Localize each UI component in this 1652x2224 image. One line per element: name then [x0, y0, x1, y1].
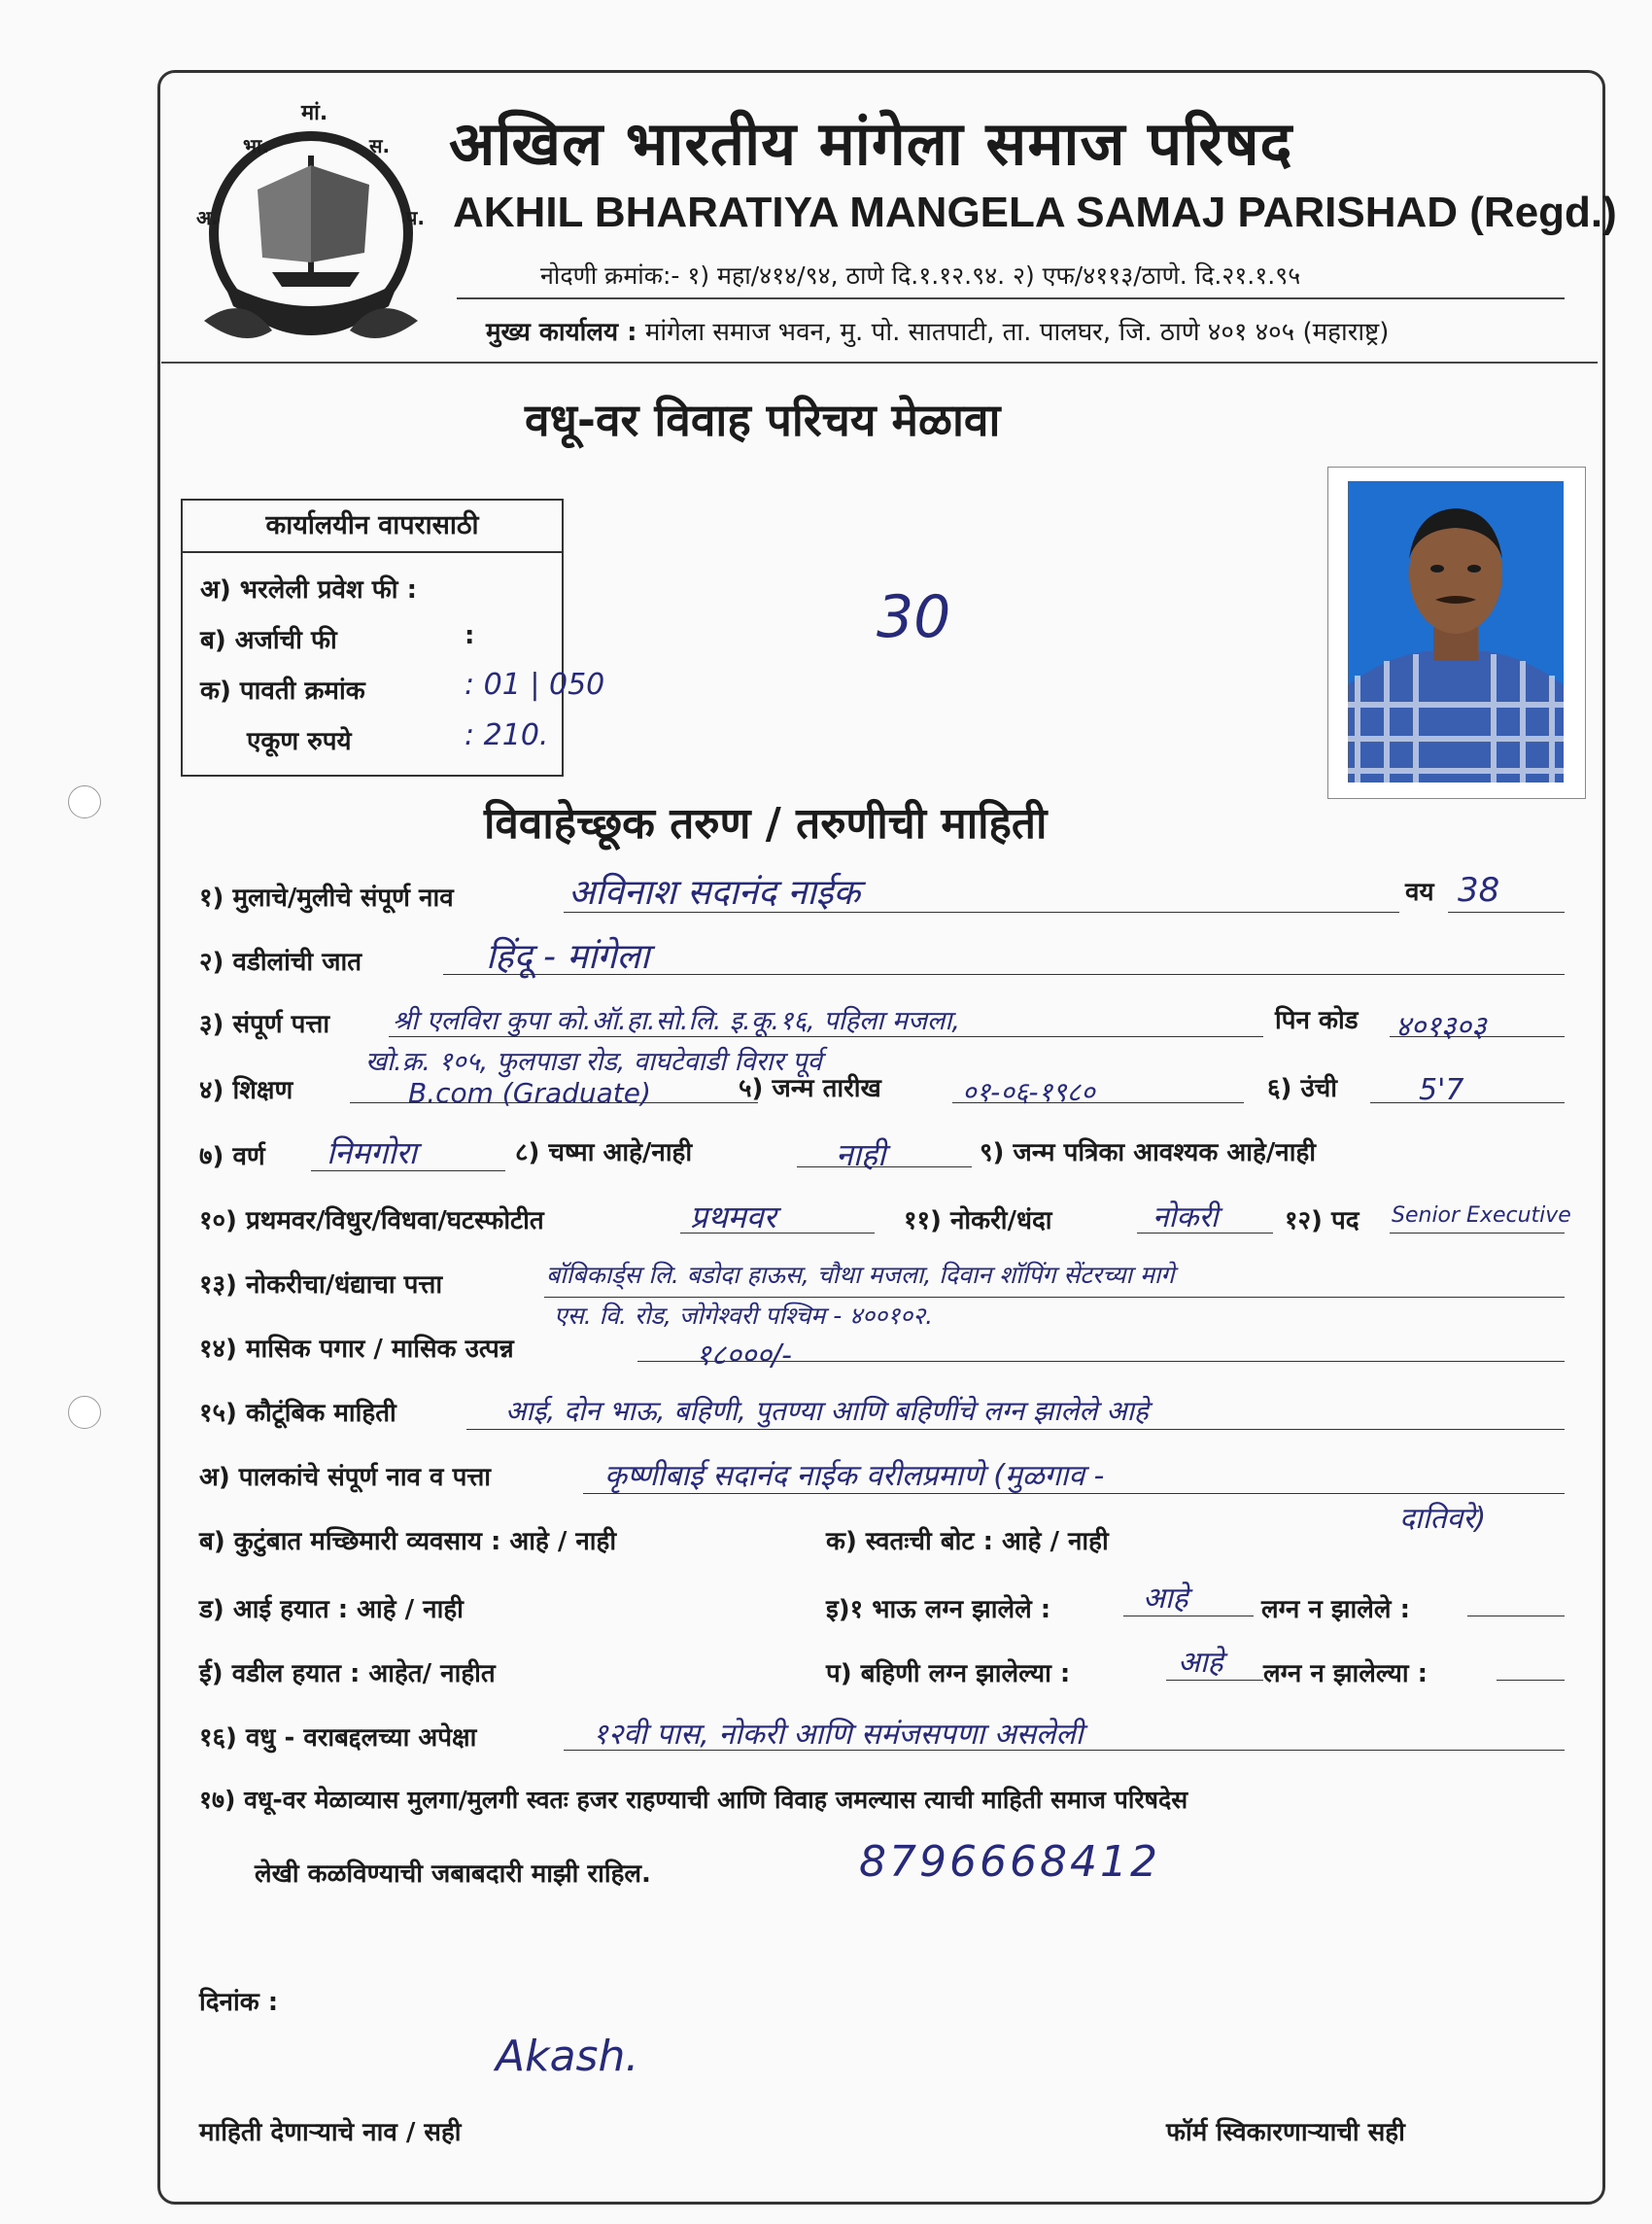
label-education: ४) शिक्षण [199, 1076, 293, 1105]
header-divider-2 [161, 362, 1598, 364]
value-pin-code: ४०१३०३ [1395, 1010, 1487, 1044]
value-education: B.com (Graduate) [408, 1077, 651, 1109]
value-address-line2: खो.क्र. १०५, फुलपाडा रोड, वाघटेवाडी विरार पूर्व [365, 1047, 822, 1077]
office-row-receipt-number: क) पावती क्रमांक [200, 677, 365, 706]
label-fishing-business: ब) कुटुंबात मच्छिमारी व्यवसाय : आहे / नाही [199, 1527, 617, 1556]
label-mother-alive: ड) आई हयात : आहे / नाही [199, 1595, 464, 1624]
office-row-application-fee-value: : [465, 621, 475, 650]
office-row-entry-fee: अ) भरलेली प्रवेश फी : [200, 575, 417, 605]
value-work-address-line1: बॉबिकार्ड्स लि. बडोदा हाऊस, चौथा मजला, दिवान शॉपिंग सेंटरच्या मागे [546, 1261, 1175, 1289]
label-pin-code: पिन कोड [1275, 1006, 1359, 1035]
label-horoscope: ९) जन्म पत्रिका आवश्यक आहे/नाही [980, 1138, 1316, 1167]
line-designation [1390, 1233, 1565, 1234]
serial-number: 30 [877, 583, 951, 651]
label-monthly-income: १४) मासिक पगार / मासिक उत्पन्न [199, 1335, 514, 1364]
value-spectacles: नाही [836, 1136, 886, 1173]
value-parent-name-line2: दातिवरे) [1399, 1502, 1487, 1536]
hq-address: मांगेला समाज भवन, मु. पो. सातपाटी, ता. पालघर, जि. ठाणे ४०१ ४०५ (महाराष्ट्र) [644, 318, 1390, 347]
label-father-alive: ई) वडील हयात : आहेत/ नाहीत [199, 1659, 496, 1688]
label-designation: १२) पद [1285, 1206, 1359, 1235]
line-work-address [544, 1297, 1565, 1298]
logo-letter-3: मां. [301, 101, 328, 125]
logo-letter-1: अ. [196, 206, 219, 229]
value-full-name: अविनाश सदानंद नाईक [568, 873, 861, 913]
label-age: वय [1405, 878, 1434, 907]
value-marital-status: प्रथमवर [690, 1199, 776, 1235]
label-birth-date: ५) जन्म तारीख [739, 1074, 881, 1103]
label-date: दिनांक : [199, 1988, 279, 2017]
label-full-name: १) मुलाचे/मुलीचे संपूर्ण नाव [199, 884, 454, 913]
form-title: वधू-वर विवाह परिचय मेळावा [525, 394, 1001, 446]
line-height [1370, 1102, 1565, 1103]
declaration-line1: १७) वधू-वर मेळाव्यास मुलगा/मुलगी स्वतः हजर राहण्याची आणि विवाह जमल्यास त्याची माहिती समाज परिषदेस [199, 1786, 1188, 1814]
section-subtitle: विवाहेच्छूक तरुण / तरुणीची माहिती [484, 799, 1048, 849]
applicant-photo [1327, 467, 1586, 799]
label-complexion: ७) वर्ण [199, 1142, 265, 1171]
value-occupation: नोकरी [1153, 1200, 1219, 1234]
headquarters-line [486, 313, 1389, 348]
label-own-boat: क) स्वतःची बोट : आहे / नाही [826, 1527, 1109, 1556]
line-age [1448, 912, 1565, 913]
value-age: 38 [1458, 871, 1500, 910]
punch-hole-bottom [68, 1396, 101, 1429]
label-address: ३) संपूर्ण पत्ता [199, 1010, 330, 1039]
value-height: 5'7 [1419, 1073, 1464, 1107]
label-work-address: १३) नोकरीचा/धंद्याचा पत्ता [199, 1270, 443, 1300]
value-designation: Senior Executive [1392, 1203, 1571, 1228]
label-height: ६) उंची [1267, 1074, 1337, 1103]
value-complexion: निमगोरा [327, 1134, 417, 1171]
label-spectacles: ८) चष्मा आहे/नाही [515, 1138, 693, 1167]
value-caste: हिंदू - मांगेला [486, 937, 650, 977]
value-brothers-married: आहे [1143, 1581, 1188, 1616]
value-monthly-income: १८०००/- [696, 1338, 792, 1373]
office-use-box [181, 499, 605, 777]
logo-letter-2: भा. [243, 134, 269, 157]
office-box-heading: कार्यालयीन वापरासाठी [183, 501, 562, 553]
office-row-total: एकूण रुपये [247, 727, 352, 756]
label-brothers-married: इ)१ भाऊ लग्न झालेले : [826, 1595, 1051, 1624]
logo-letter-4: स. [369, 134, 391, 157]
value-family-info: आई, दोन भाऊ, बहिणी, पुतण्या आणि बहिणींचे लग्न झालेले आहे [505, 1395, 1149, 1427]
label-parent-name: अ) पालकांचे संपूर्ण नाव व पत्ता [199, 1463, 492, 1492]
title-english: AKHIL BHARATIYA MANGELA SAMAJ PARISHAD (Regd.) [453, 189, 1617, 236]
header-divider-1 [457, 297, 1565, 299]
line-family-info [466, 1429, 1565, 1430]
title-marathi: अखिल भारतीय मांगेला समाज परिषद [449, 108, 1293, 179]
label-family-info: १५) कौटूंबिक माहिती [199, 1399, 396, 1428]
label-caste: २) वडीलांची जात [199, 948, 362, 977]
value-sisters-married: आहे [1178, 1646, 1223, 1680]
logo-letter-5: प. [406, 206, 425, 229]
label-marital-status: १०) प्रथमवर/विधुर/विधवा/घटस्फोटीत [199, 1206, 544, 1235]
office-row-application-fee: ब) अर्जाची फी [200, 626, 337, 655]
office-row-receipt-number-value: : 01 | 050 [465, 668, 605, 702]
value-work-address-line2: एस. वि. रोड, जोगेश्वरी पश्चिम - ४००१०२. [554, 1302, 934, 1330]
punch-hole-top [68, 785, 101, 818]
label-brothers-unmarried: लग्न न झालेले : [1261, 1595, 1410, 1624]
applicant-signature: Akash. [496, 2032, 639, 2081]
value-expectations: १२वी पास, नोकरी आणि समंजसपणा असलेली [593, 1718, 1084, 1752]
value-parent-name: कृष्णीबाई सदानंद नाईक वरीलप्रमाणे (मुळगाव - [604, 1459, 1105, 1493]
office-row-total-value: : 210. [465, 718, 549, 752]
label-informant-signature: माहिती देणाऱ्याचे नाव / सही [199, 2118, 462, 2147]
value-birth-date: ०१-०६-१९८० [962, 1076, 1095, 1108]
value-phone: 8796668412 [859, 1837, 1160, 1887]
society-logo [185, 97, 437, 360]
label-sisters-unmarried: लग्न न झालेल्या : [1263, 1659, 1428, 1688]
label-expectations: १६) वधु - वराबद्दलच्या अपेक्षा [199, 1723, 477, 1753]
value-address-line1: श्री एलविरा कुपा को.ऑ.हा.सो.लि. इ.कू.१६, पहिला मजला, [393, 1006, 960, 1036]
label-occupation: ११) नोकरी/धंदा [904, 1206, 1052, 1235]
declaration-line2: लेखी कळविण्याची जबाबदारी माझी राहिल. [255, 1859, 651, 1889]
label-receiver-signature: फॉर्म स्विकारणाऱ्याची सही [1166, 2118, 1405, 2147]
label-sisters-married: प) बहिणी लग्न झालेल्या : [826, 1659, 1071, 1688]
line-sisters-unmarried [1497, 1680, 1565, 1681]
registration-line: नोदणी क्रमांक:- १) महा/४१४/९४, ठाणे दि.१.१२.९४. २) एफ/४११३/ठाणे. दि.२१.१.९५ [540, 261, 1301, 290]
hq-label: मुख्य कार्यालय : [486, 318, 637, 347]
